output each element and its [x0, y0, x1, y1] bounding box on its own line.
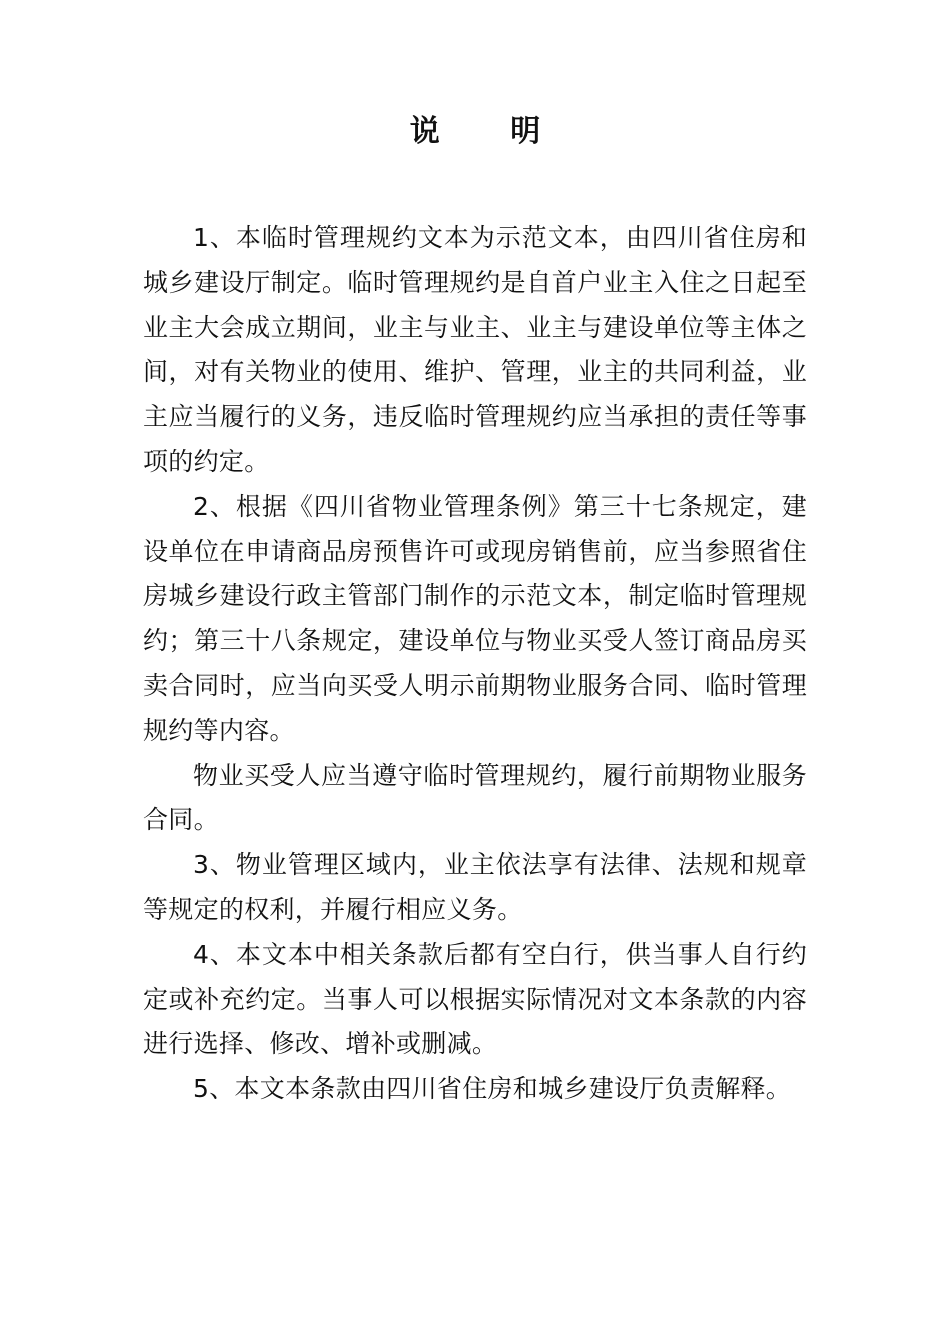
paragraph-4: 4、本文本中相关条款后都有空白行，供当事人自行约定或补充约定。当事人可以根据实际情况对文本条款的内容进行选择、修改、增补或删减。 [143, 939, 807, 1059]
paragraph-1: 1、本临时管理规约文本为示范文本，由四川省住房和城乡建设厅制定。临时管理规约是自首户业主入住之日起至业主大会成立期间，业主与业主、业主与建设单位等主体之间，对有关物业的使用、维护、管理，业主的共同利益，业主应当履行的义务，违反临时管理规约应当承担的责任等事项的约定。 [143, 223, 807, 476]
paragraph-2: 2、根据《四川省物业管理条例》第三十七条规定，建设单位在申请商品房预售许可或现房销售前，应当参照省住房城乡建设行政主管部门制作的示范文本，制定临时管理规约；第三十八条规定，建设单位与物业买受人签订商品房买卖合同时，应当向买受人明示前期物业服务合同、临时管理规约等内容。 [143, 491, 807, 745]
paragraph-2-note: 物业买受人应当遵守临时管理规约，履行前期物业服务合同。 [143, 760, 807, 835]
document-body [143, 216, 807, 1112]
paragraph-3: 3、物业管理区域内，业主依法享有法律、法规和规章等规定的权利，并履行相应义务。 [143, 850, 807, 924]
paragraph-5: 5、本文本条款由四川省住房和城乡建设厅负责解释。 [193, 1074, 792, 1104]
page-title: 说 明 [409, 114, 571, 149]
